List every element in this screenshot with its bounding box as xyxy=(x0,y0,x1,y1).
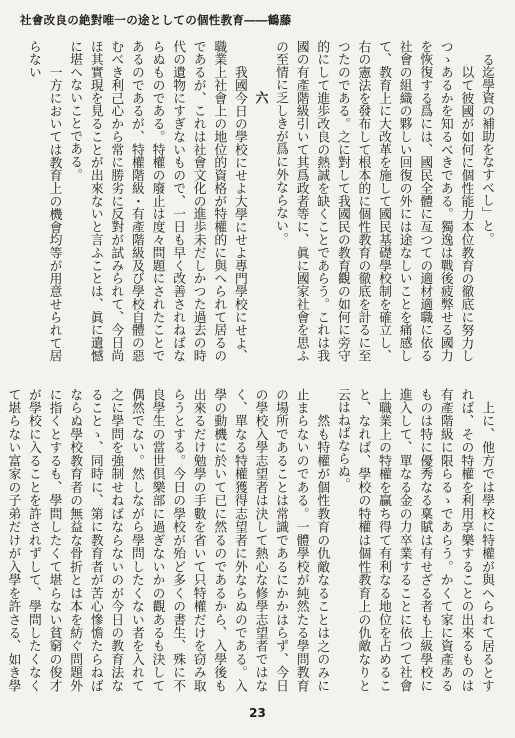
lower-text-block xyxy=(5,388,496,692)
text-paragraph: 我國今日の學校にせよ大學にせよ專門學校にせよ、職業上社會上の地位的資格が特權的に與へられて居るのであるが、これは社會文化の進歩未だしかつた過去の時代の遺物にすぎないもので、一日も早く改善されねばならぬものである。特權の廢止は度々問題にされたことであるのであるが、特權階級・有產階級及び學校自體の惡むべき利己心から常に勝劣に反對が試みられて、今日尚ほ其實現を見ることが出來ないと言ふことは、眞に遺憾に堪へないことである。 xyxy=(67,40,247,362)
text-paragraph: 以て彼國が如何に個性能力本位教育の徹底に努力しつゝあるかを知るべきである。獨逸は戰後疲弊せる國力を恢復する爲には、國民全體に亙つての適材適職に依る社會の組織の夥しい回復の外には途なしいことを痛感して、教育上に大改革を施して國民基礎學校制を確立し、右の憲法を發布して根本的に個性教育の徹底を計るに至つたのである。之に對して我國民の教育觀の如何に旁守的にして進歩改良の熱誠を缺くことであらう。これは我國の有產階級引いて其爲政者等に、眞に國家社會を思ふの至情に乏しきが爲に外ならない。 xyxy=(273,40,474,362)
text-paragraph: 上に、他方では學校に特權が與へられて居るとすれば、その特權を利用享樂することの出來るものは有產階級に限らるゝであらう。かくて家に資產あるものは特に優秀なる稟賦は有せざる者も上級學校に進入して、單なる金の力卒業することに依つて社會上職業上の特權を贏ち得て有利なる地位を占めること、なれば、學校の特權は個性教育上の仇敵なりと云はねばならぬ。 xyxy=(334,388,494,692)
text-paragraph: 一方においては教育上の機會均等が用意せられて居らない xyxy=(25,40,62,362)
section-number: 六 xyxy=(252,91,268,104)
page-number: 23 xyxy=(249,706,266,720)
text-paragraph: 然も特權が個性教育の仇敵なることは之のみに止まらないのである。一體學校が純然たる學問教育の場所であることは常識であるにかかはらず、今日の學校入學志望者は決して熱心な修學志望者ではなく、單なる特權獲得志望者に外ならぬのである。入學の動機に於いて已に然るのであるから、入學後も出來るだけ勉學の手數を省いて只特權だけを窃み取らうとする。今日の學校が殆ど多くの書生、殊に不良學生の當世倶樂部に過ぎないかの觀あるも決して偶然でない。然しながら學問したくない者を入れて之に學問を強制せねばならないのが今日の教育法なることゝ、同時に、第に教育者が苦心慘憺たらねばならぬ學校教育者の無益な骨折とは本を紡ぐ問題外に指くとするも、學問したくて堪らない貧窮の俊才が學校に入ることを許されずして、學問したくなくて堪らない富家の子弟だけが入學を許さる、如き學 xyxy=(5,388,330,692)
text-line: る迄學資の補助をなすべし」と。 xyxy=(479,52,494,245)
running-header: 社會改良の絶對唯一の途としての個性教育――鶴藤 xyxy=(20,13,292,27)
upper-text-block xyxy=(20,40,496,362)
